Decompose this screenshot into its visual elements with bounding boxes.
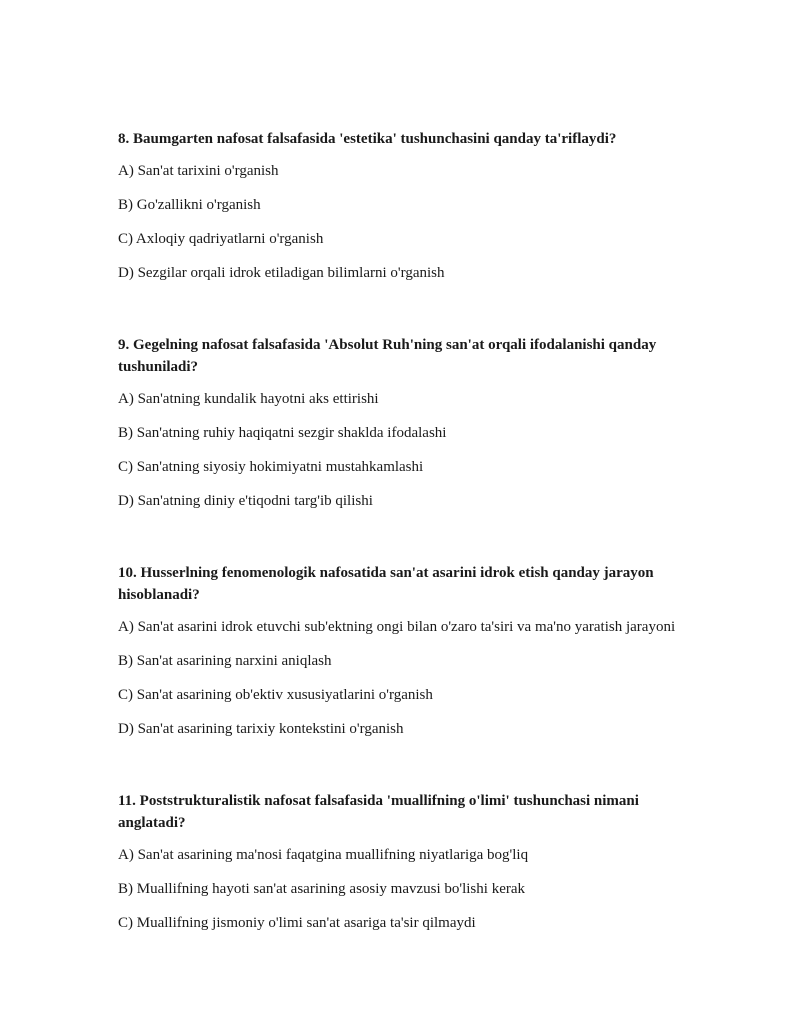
question-text: 9. Gegelning nafosat falsafasida 'Absolut Ruh'ning san'at orqali ifodalanishi qanday tushuniladi? [118,337,657,375]
answer-option: D) San'at asarining tarixiy kontekstini o'rganish [118,721,404,737]
answer-option: B) Go'zallikni o'rganish [118,197,261,213]
question-9 [118,334,688,512]
question-8 [118,128,688,284]
answer-option: C) San'atning siyosiy hokimiyatni mustahkamlashi [118,459,424,475]
answer-option: B) San'at asarining narxini aniqlash [118,653,332,669]
answer-option: D) Sezgilar orqali idrok etiladigan bilimlarni o'rganish [118,265,445,281]
answer-option: C) Axloqiy qadriyatlarni o'rganish [118,231,324,247]
answer-option: A) San'atning kundalik hayotni aks ettirishi [118,391,379,407]
answer-option: C) Muallifning jismoniy o'limi san'at asariga ta'sir qilmaydi [118,915,476,931]
question-text: 11. Poststrukturalistik nafosat falsafasida 'muallifning o'limi' tushunchasi nimani anglatadi? [118,793,639,831]
question-text: 10. Husserlning fenomenologik nafosatida san'at asarini idrok etish qanday jarayon hisoblanadi? [118,565,654,603]
document-page [118,128,688,984]
answer-option: B) Muallifning hayoti san'at asarining asosiy mavzusi bo'lishi kerak [118,881,525,897]
answer-option: C) San'at asarining ob'ektiv xususiyatlarini o'rganish [118,687,433,703]
answer-option: B) San'atning ruhiy haqiqatni sezgir shaklda ifodalashi [118,425,447,441]
answer-option: D) San'atning diniy e'tiqodni targ'ib qilishi [118,493,373,509]
question-text: 8. Baumgarten nafosat falsafasida 'estetika' tushunchasini qanday ta'riflaydi? [118,131,617,147]
question-10 [118,562,688,740]
answer-option: A) San'at asarining ma'nosi faqatgina muallifning niyatlariga bog'liq [118,847,529,863]
answer-option: A) San'at tarixini o'rganish [118,163,279,179]
question-11 [118,790,688,934]
answer-option: A) San'at asarini idrok etuvchi sub'ektning ongi bilan o'zaro ta'siri va ma'no yaratish jarayoni [118,619,676,635]
